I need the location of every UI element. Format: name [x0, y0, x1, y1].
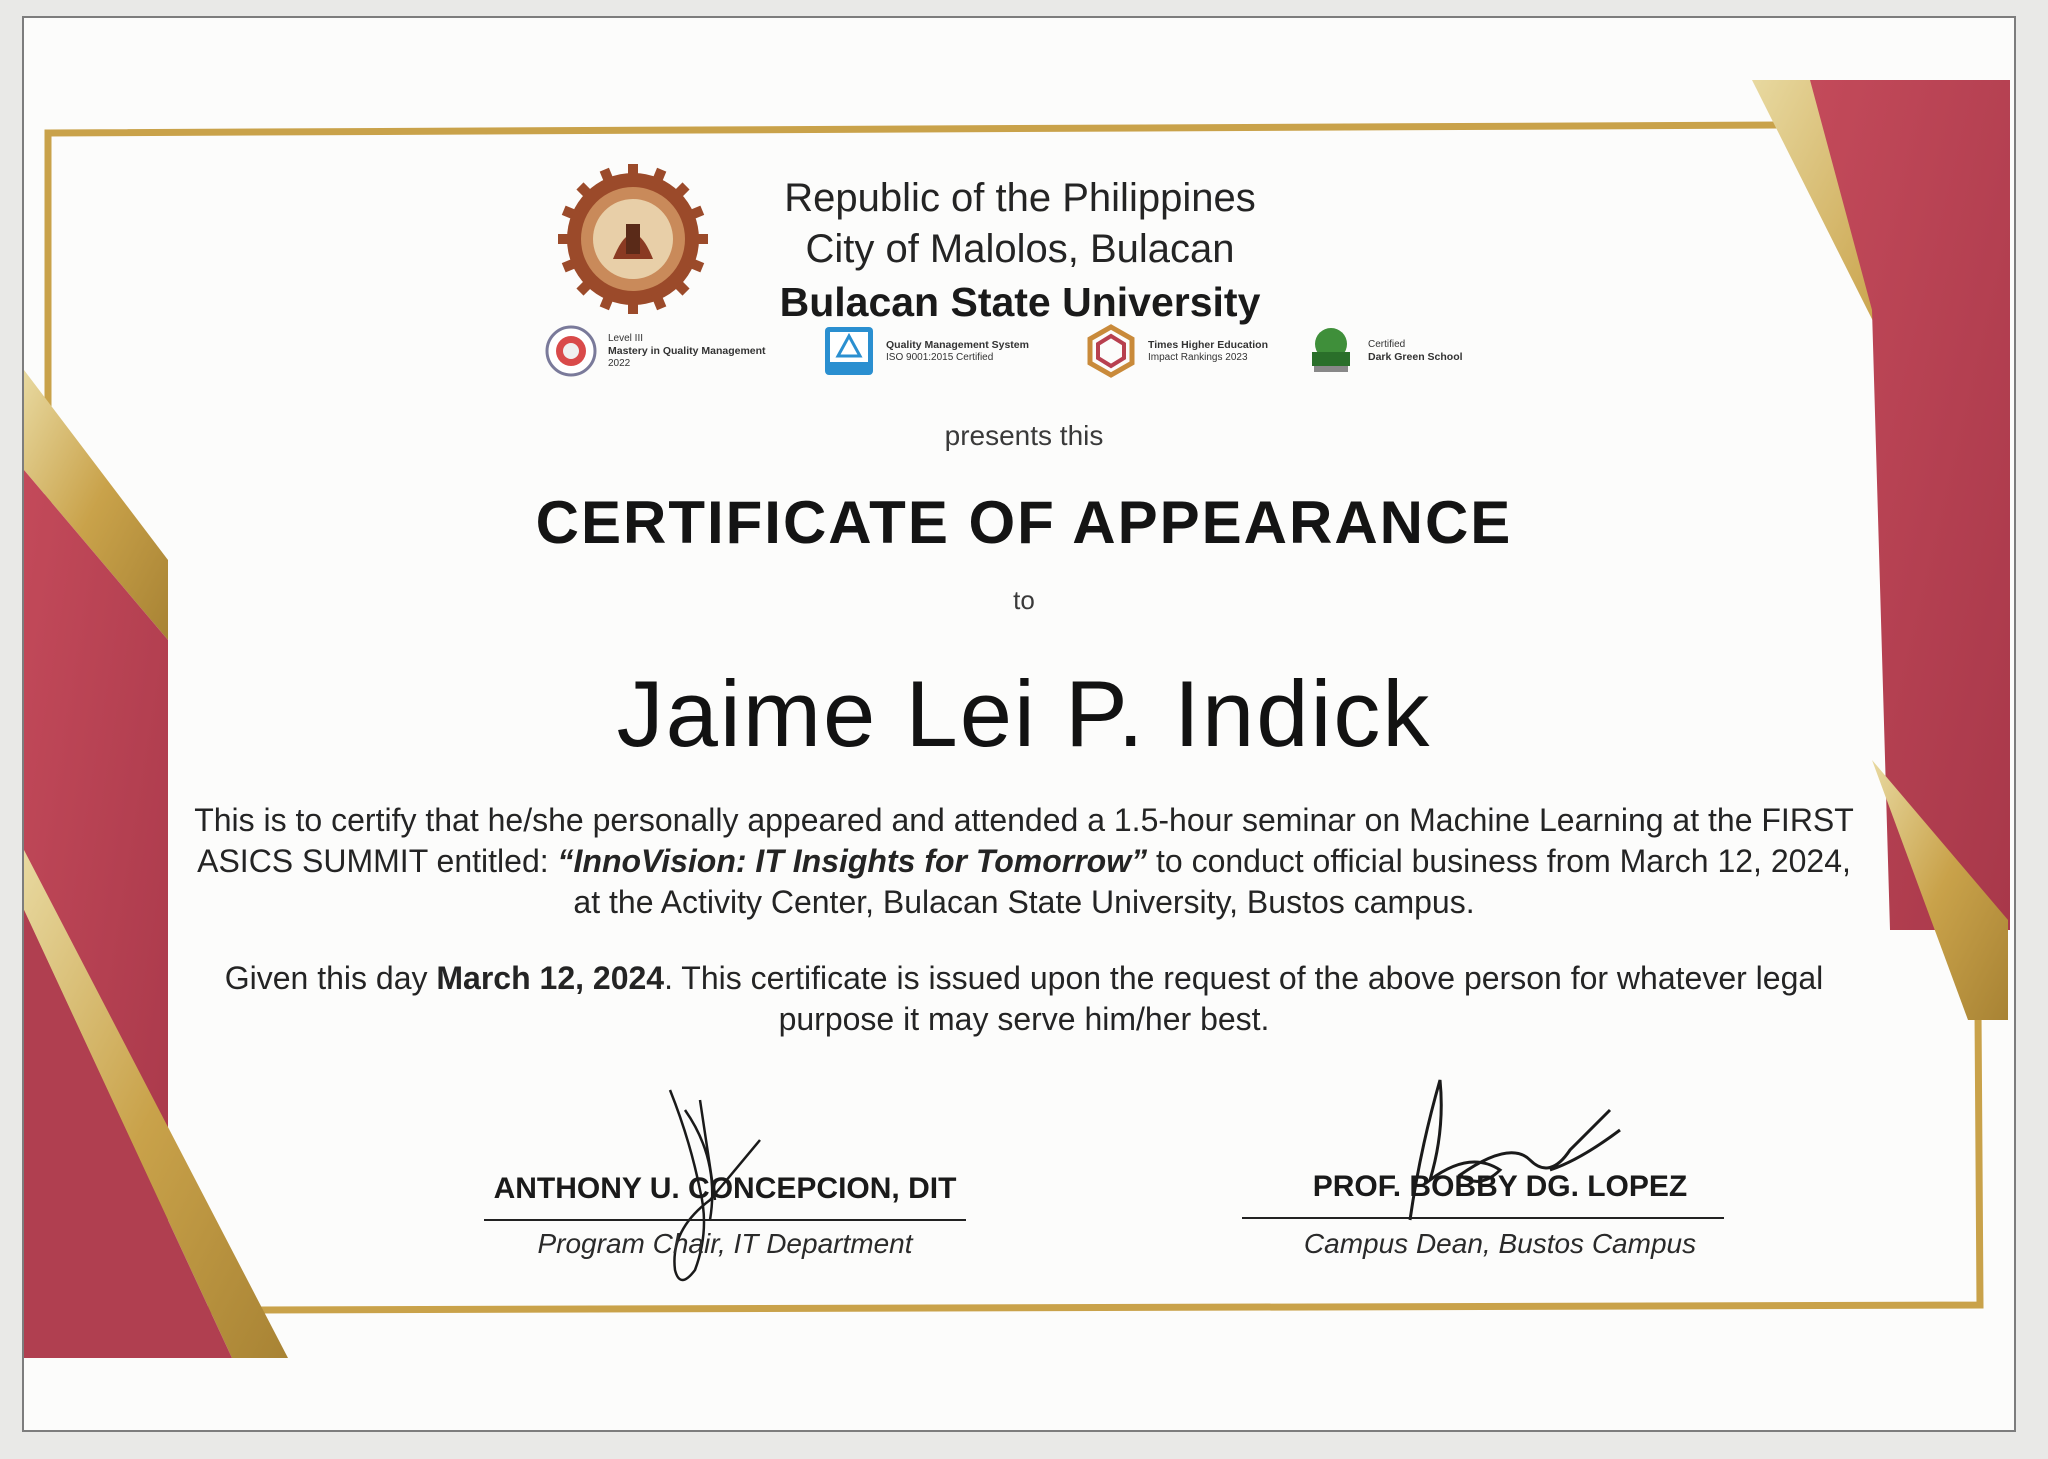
header-city: City of Malolos, Bulacan — [805, 227, 1235, 271]
signature-line-2 — [1242, 1217, 1724, 1219]
signatory-1-name: ANTHONY U. CONCEPCION, DIT — [493, 1172, 957, 1205]
signatory-2-title: Campus Dean, Bustos Campus — [1303, 1228, 1697, 1259]
para2-text: Given this day — [224, 960, 437, 996]
impact-rankings-icon — [1084, 324, 1138, 378]
certification-paragraph — [190, 800, 1858, 923]
para1-text: This is to certify that he/she personally appeared and attended a 1.5-hour seminar on Machine Learning at the FIRST ASICS SUMMIT entitled: — [194, 802, 1854, 879]
signature-line-1 — [484, 1219, 966, 1221]
award-seal-icon — [544, 324, 598, 378]
university-seal-icon — [558, 164, 708, 314]
badge-line: Level III — [608, 332, 644, 344]
recipient-name: Jaime Lei P. Indick — [616, 661, 1432, 766]
para1-text-end: to conduct official business from March 12, 2024, at the Activity Center, Bulacan State University, Bustos campus. — [573, 843, 1851, 920]
badge-line: Impact Rankings 2023 — [1148, 351, 1248, 363]
green-school-icon — [1304, 324, 1358, 378]
badge-quality-management — [544, 322, 766, 380]
event-title: “InnoVision: IT Insights for Tomorrow” — [557, 843, 1148, 879]
signatory-2-name: PROF. BOBBY DG. LOPEZ — [1312, 1170, 1688, 1203]
para2-text-end: . This certificate is issued upon the request of the above person for whatever legal purpose it may serve him/her best. — [664, 960, 1824, 1037]
badge-green-school — [1304, 322, 1463, 380]
badge-line: 2022 — [608, 357, 631, 369]
signature-2 — [1350, 1070, 1630, 1240]
presents-text: presents this — [944, 420, 1104, 451]
to-text: to — [1013, 585, 1035, 615]
badge-line: Mastery in Quality Management — [608, 344, 766, 357]
badge-line: Dark Green School — [1368, 350, 1463, 363]
header-university: Bulacan State University — [779, 279, 1261, 325]
issuance-paragraph — [190, 958, 1858, 1040]
badge-line: ISO 9001:2015 Certified — [886, 351, 994, 363]
header-country: Republic of the Philippines — [784, 176, 1256, 220]
certificate-title: CERTIFICATE OF APPEARANCE — [535, 489, 1513, 556]
issue-date: March 12, 2024 — [436, 960, 665, 996]
iso-certification-icon — [822, 324, 876, 378]
badge-iso — [822, 322, 1029, 380]
badge-line: Certified — [1368, 338, 1406, 350]
badge-impact-rankings — [1084, 322, 1268, 380]
badge-line: Times Higher Education — [1148, 338, 1268, 351]
signatory-1-title: Program Chair, IT Department — [537, 1228, 913, 1259]
badge-line: Quality Management System — [886, 338, 1029, 351]
